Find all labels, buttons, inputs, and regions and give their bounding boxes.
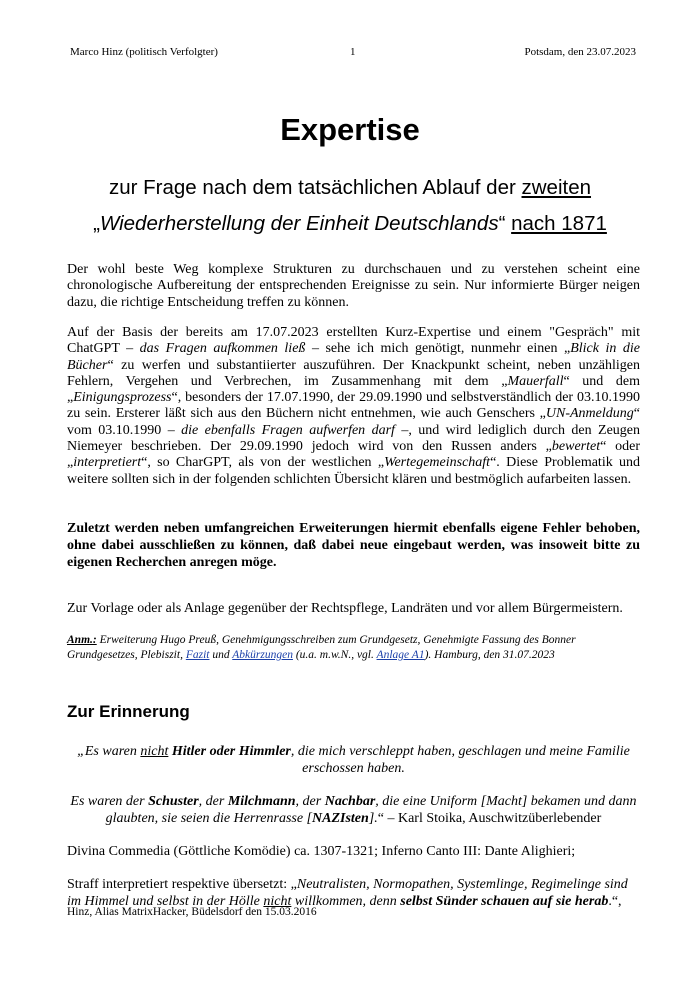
bold-run: Nachbar: [324, 794, 376, 809]
annotation-label: Anm.:: [67, 634, 97, 646]
section-heading: Zur Erinnerung: [67, 702, 190, 721]
italic-run: Wertegemeinschaft: [384, 455, 491, 471]
quote-attribution: “ – Karl Stoika, Auschwitzüberlebender: [377, 811, 602, 826]
italic-run: Mauerfall: [507, 373, 564, 389]
italic-run: UN-Anmeldung: [545, 406, 634, 422]
bold-run: Hitler oder Himmler: [171, 744, 291, 759]
straff-paragraph: [67, 876, 640, 910]
document-title: Expertise: [280, 112, 420, 147]
text-run: Auf der Basis der bereits am 17.07.2023 erstellten Kurz-Expertise und einem "Gespräch" mit ChatGPT –: [67, 325, 640, 357]
text-run: (u.a. m.w.N., vgl.: [292, 649, 377, 661]
text-run: „Es waren: [77, 744, 141, 759]
subtitle-text: zur Frage nach dem tatsächlichen Ablauf der: [108, 176, 522, 199]
text-run: “ oder „: [67, 439, 640, 471]
text-run: “, so CharGPT, als von der westlichen „: [141, 455, 385, 471]
quote-paragraph-2: [67, 793, 640, 827]
bold-run: Milchmann: [227, 794, 296, 809]
italic-run: das Fragen aufkommen ließ: [139, 341, 306, 357]
text-run: –, und wird lediglich durch den Zeugen Niemeyer beschrieben. Der 29.09.1990 jedoch wird von den Russen anders „: [67, 422, 640, 455]
text-run: , der: [198, 794, 228, 809]
subtitle-line-1: [0, 176, 700, 200]
italic-run: Neutralisten, Normopathen, Systemlinge, Regimelinge sind im Himmel und selbst in der Hölle: [67, 877, 628, 909]
link-fazit[interactable]: Fazit: [185, 649, 210, 661]
bold-run: Schuster: [148, 794, 199, 809]
text-run: , die eine Uniform [Macht] bekamen und dann glaubten, sie seien die Herrenrasse [: [105, 794, 637, 826]
correction-notice: Zuletzt werden neben umfangreichen Erweiterungen hiermit ebenfalls eigene Fehler behoben, ohne dabei ausschließen zu können, daß dabei neue eingebaut werden, was insoweit bitte zu eigenen Recherchen anregen möge.: [67, 521, 640, 570]
basis-paragraph: [67, 325, 640, 488]
subtitle-line-2: [0, 212, 700, 236]
subtitle-quote-close: “: [498, 212, 512, 235]
subtitle-underlined: nach 1871: [511, 212, 607, 235]
text-run: “ zu werfen und substantiierter auszuführen. Der Knackpunkt scheint, neben unzähligen Fehlern, Vergehen und Verbrechen, im Zusammenhang mit dem „: [67, 357, 640, 389]
text-run: , der: [295, 794, 325, 809]
text-run: “ vom 03.10.1990 –: [67, 406, 640, 438]
text-run: – sehe ich mich genötigt, nunmehr einen „: [305, 341, 571, 357]
text-run: “. Diese Problematik und weitere sollten sich in der folgenden schlichten Übersicht klären und bestmöglich aufarbeiten lassen.: [67, 455, 641, 487]
italic-run: Einigungsprozess: [73, 390, 172, 406]
text-run: Straff interpretiert respektive übersetzt: „: [67, 877, 297, 892]
text-run: ). Hamburg, den 31.07.2023: [424, 649, 555, 661]
signature-line: Hinz, Alias MatrixHacker, Büdelsdorf den 15.03.2016: [67, 906, 317, 918]
text-run: ].: [368, 811, 378, 826]
subtitle-underlined: zweiten: [521, 176, 592, 199]
underlined-run: nicht: [263, 894, 292, 909]
page-number: 1: [350, 46, 356, 58]
text-run: .“,: [608, 894, 622, 909]
italic-run: interpretiert: [73, 455, 142, 471]
bold-run: NAZIsten: [312, 811, 369, 826]
text-run: und: [209, 649, 233, 661]
bold-italic-run: selbst Sünder schauen auf sie herab: [400, 894, 609, 909]
text-run: “, besonders der 17.07.1990, der 29.09.1990 und selbstverständlich der 03.10.1990 zu sein. Ersterer läßt sich aus den Büchern nicht entnehmen, wie auch Genschers „: [67, 390, 640, 422]
italic-run: Blick in die Bücher: [67, 341, 640, 373]
annotation-note: [67, 633, 640, 663]
intro-paragraph: Der wohl beste Weg komplexe Strukturen zu durchschauen und zu verstehen scheint eine chronologische Aufbereitung der entsprechenden Ereignisse zu sein. Nur informierte Bürger neigen dazu, die richtige Entscheidung treffen zu können.: [67, 262, 640, 310]
text-run: Erweiterung Hugo Preuß, Genehmigungsschreiben zum Grundgesetz, Genehmigte Fassung des Bonner Grundgesetzes, Plebiszit,: [67, 634, 576, 661]
link-anlage-a1[interactable]: Anlage A1: [376, 649, 425, 661]
divina-commedia-line: Divina Commedia (Göttliche Komödie) ca. 1307-1321; Inferno Canto III: Dante Alighieri;: [67, 844, 576, 859]
header-author: Marco Hinz (politisch Verfolgter): [70, 46, 218, 58]
underlined-run: nicht: [140, 744, 169, 759]
text-run: “ und dem „: [67, 373, 640, 406]
quote-paragraph-1: [67, 743, 640, 777]
link-abkuerzungen[interactable]: Abkürzungen: [232, 649, 293, 661]
subtitle-quote-open: „: [93, 212, 100, 235]
italic-run: die ebenfalls Fragen aufwerfen darf: [181, 422, 395, 438]
subtitle-italic: Wiederherstellung der Einheit Deutschlands: [99, 212, 499, 235]
header-place-date: Potsdam, den 23.07.2023: [524, 46, 636, 58]
text-run: Es waren der: [70, 794, 149, 809]
submission-note: Zur Vorlage oder als Anlage gegenüber der Rechtspflege, Landräten und vor allem Bürgermeistern.: [67, 601, 623, 616]
text-run: , die mich verschleppt haben, geschlagen und meine Familie erschossen haben.: [290, 744, 630, 776]
italic-run: willkommen, denn: [291, 894, 401, 909]
italic-run: bewertet: [551, 439, 601, 455]
